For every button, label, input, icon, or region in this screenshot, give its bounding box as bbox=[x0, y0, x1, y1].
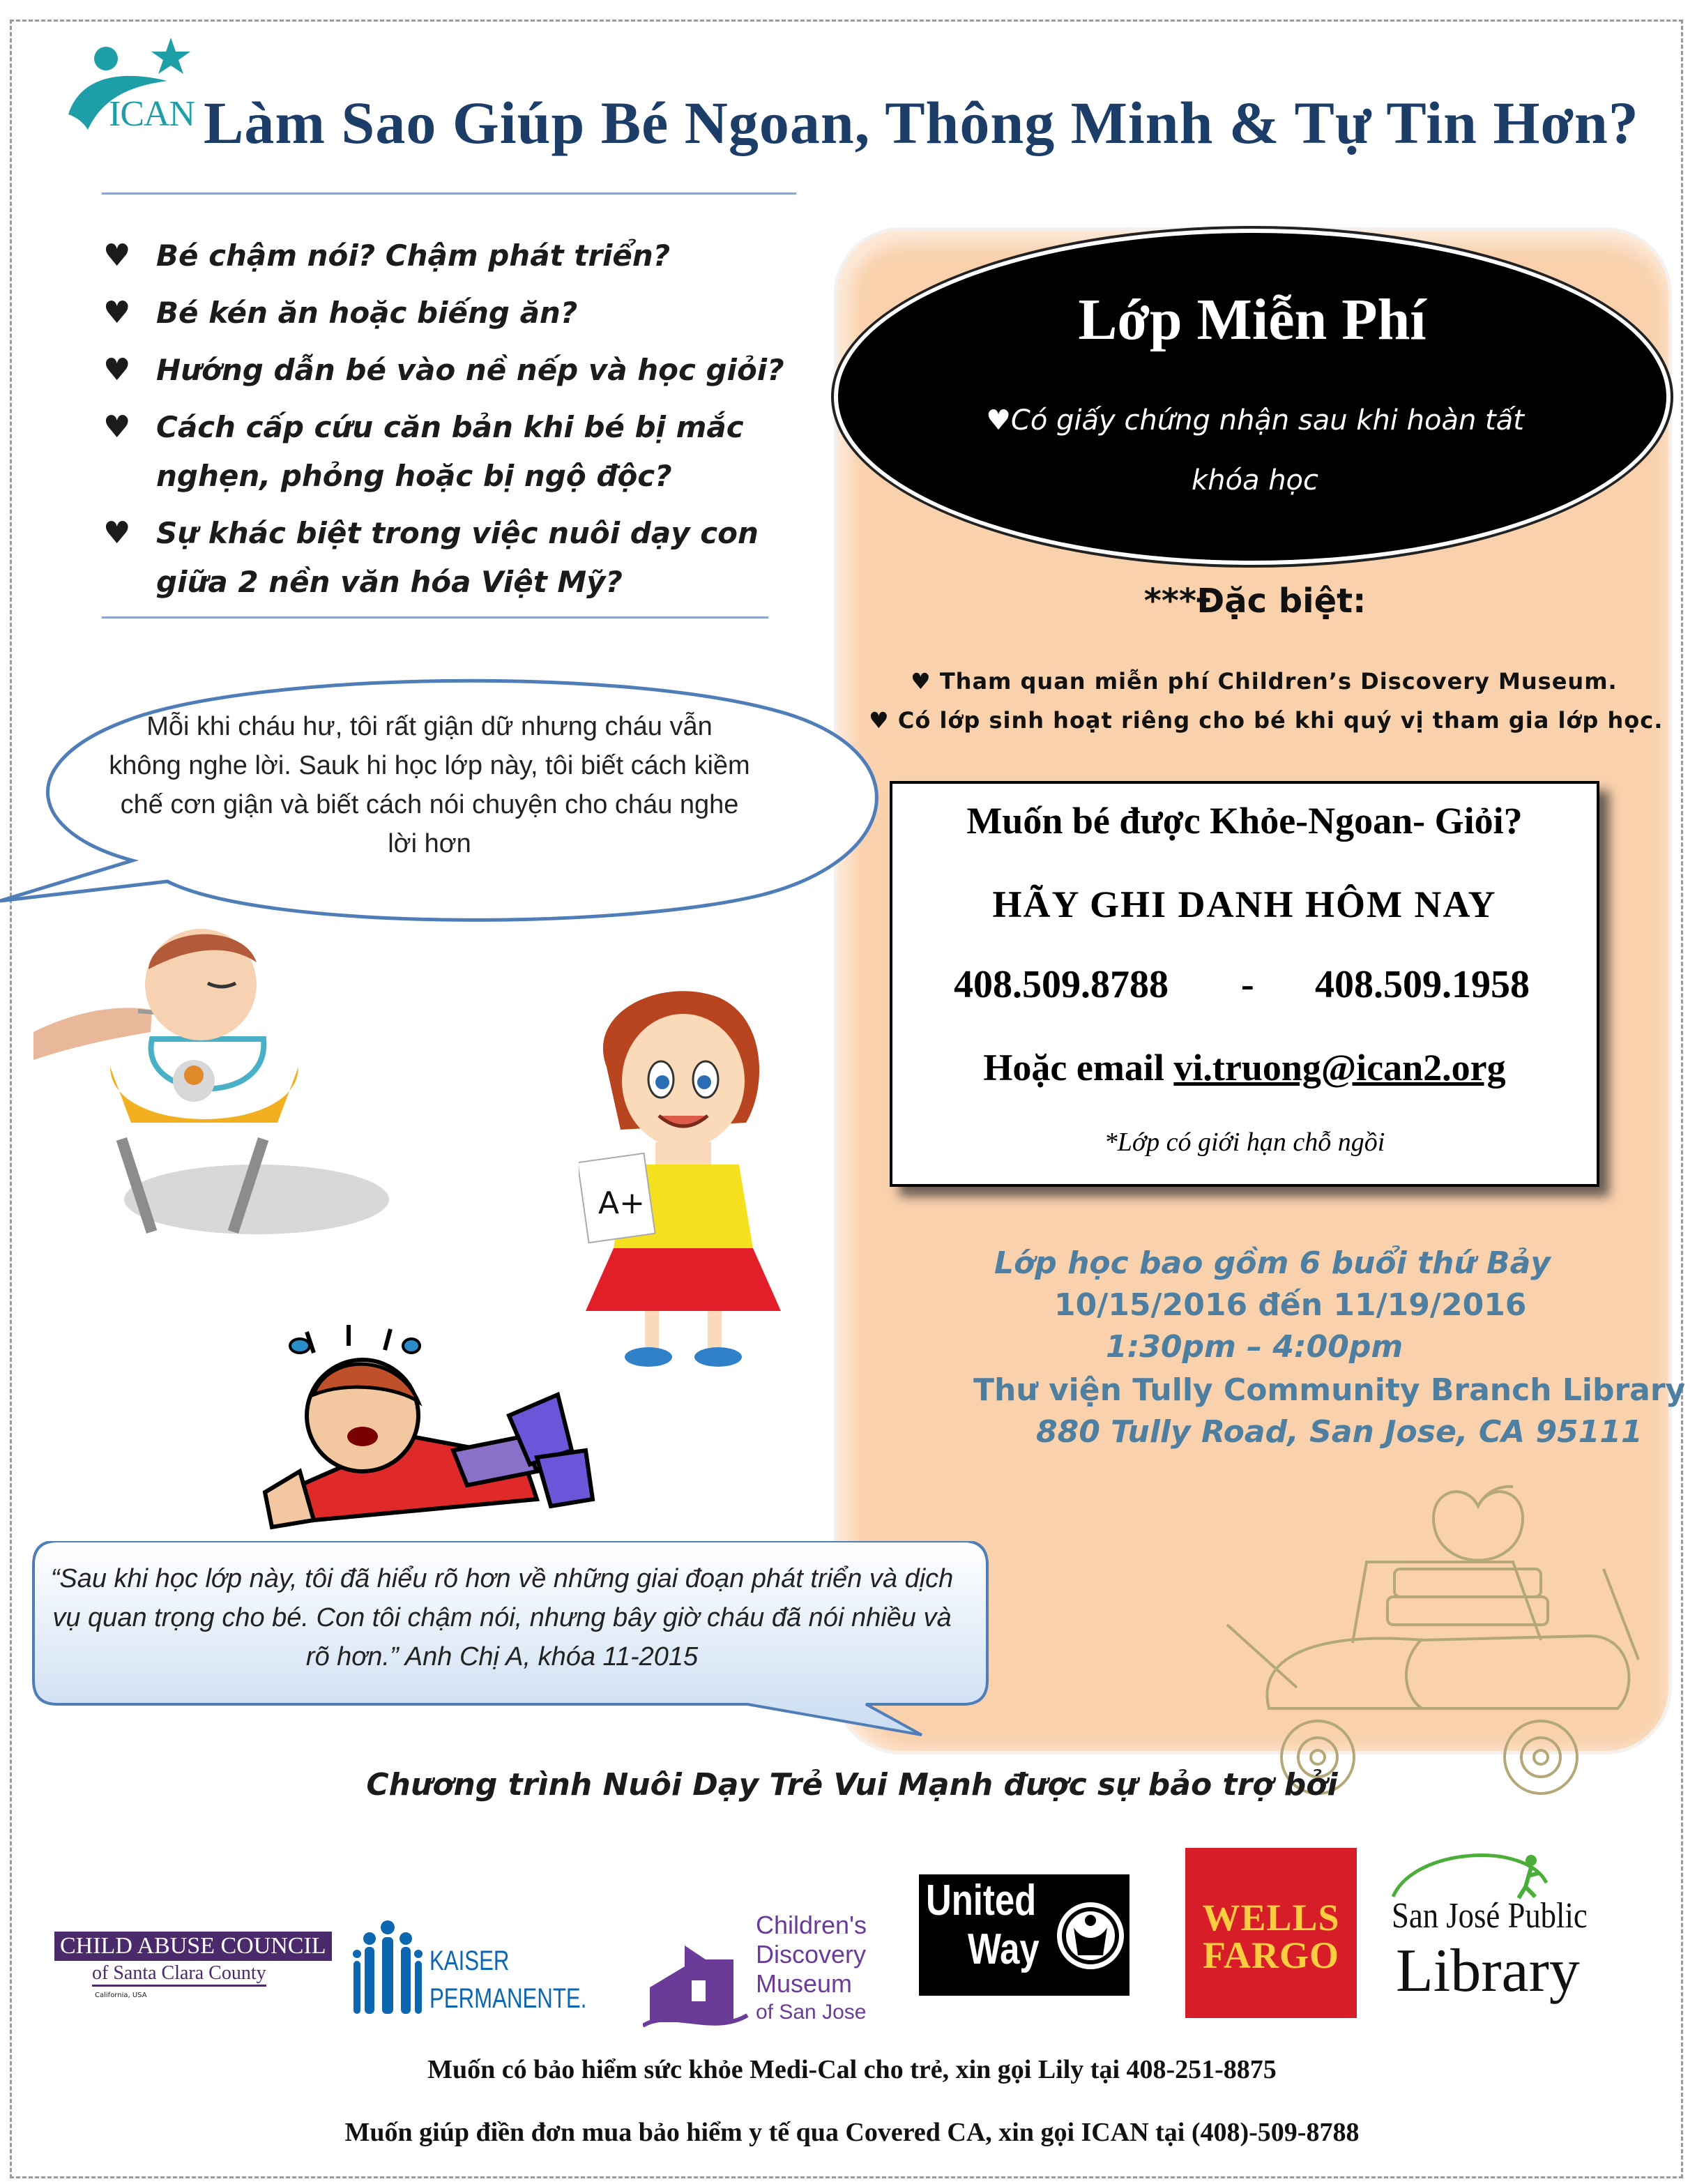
book-car-illustration bbox=[1213, 1478, 1659, 1806]
wells-fargo-name-1: WELLS bbox=[1202, 1897, 1340, 1939]
question-text: Bé chậm nói? Chậm phát triển? bbox=[156, 238, 671, 273]
kaiser-name-1: KAISER bbox=[429, 1946, 510, 1976]
question-text: Sự khác biệt trong việc nuôi dạy con giữa 2 nền văn hóa Việt Mỹ? bbox=[156, 516, 759, 599]
cac-location: California, USA bbox=[95, 1992, 147, 1999]
phone-number-2[interactable]: 408.509.1958 bbox=[1315, 963, 1530, 1006]
heart-icon: ♥ bbox=[103, 352, 131, 388]
kaiser-figures-icon bbox=[353, 1918, 423, 2022]
covered-ca-note: Muốn giúp điền đơn mua bảo hiểm y tế qua Covered CA, xin gọi ICAN tại (408)-509-8788 bbox=[344, 2118, 1360, 2147]
free-class-title: Lớp Miễn Phí bbox=[1078, 287, 1427, 352]
medi-cal-note: Muốn có bảo hiểm sức khỏe Medi-Cal cho trẻ, xin gọi Lily tại 408-251-8875 bbox=[427, 2055, 1277, 2084]
sjpl-name-1: San José Public bbox=[1392, 1896, 1588, 1936]
grade-card-text: A+ bbox=[598, 1185, 645, 1221]
kaiser-permanente-logo bbox=[353, 1918, 587, 2022]
testimonial-2-text: “Sau khi học lớp này, tôi đã hiểu rõ hơn về những giai đoạn phát triển và dịch vụ quan trọng cho bé. Con tôi chậm nói, nhưng bây giờ cháu đã nói nhiều và rõ hơn.” Anh Chị A, khóa 11-2015 bbox=[50, 1564, 954, 1671]
logo-star-icon bbox=[151, 38, 190, 74]
special-item: ♥ Tham quan miễn phí Children’s Discovery Museum. bbox=[911, 668, 1618, 695]
heart-icon: ♥ bbox=[103, 295, 131, 331]
united-way-name-1: United bbox=[926, 1876, 1037, 1925]
question-item bbox=[103, 346, 800, 395]
special-item: ♥ Có lớp sinh hoạt riêng cho bé khi quý vị tham gia lớp học. bbox=[869, 707, 1664, 734]
divider-top bbox=[102, 192, 796, 195]
phone-separator: - bbox=[1241, 963, 1254, 1006]
phone-number-1[interactable]: 408.509.8788 bbox=[954, 963, 1169, 1006]
question-text: Cách cấp cứu căn bản khi bé bị mắc nghẹn, phỏng hoặc bị ngộ độc? bbox=[156, 410, 744, 493]
cdm-name-1: Children's bbox=[756, 1911, 867, 1939]
email-prefix: Hoặc email bbox=[983, 1047, 1174, 1089]
heart-icon: ♥ bbox=[103, 515, 131, 551]
schedule-time: 1:30pm – 4:00pm bbox=[1106, 1329, 1403, 1365]
certificate-note: ♥Có giấy chứng nhận sau khi hoàn tất khóa học bbox=[986, 404, 1524, 496]
cdm-name-2: Discovery bbox=[756, 1940, 867, 1969]
page-title: Làm Sao Giúp Bé Ngoan, Thông Minh & Tự Tin Hơn? bbox=[204, 89, 1639, 156]
sjpl-name-2: Library bbox=[1396, 1937, 1580, 2005]
kaiser-name-2: PERMANENTE. bbox=[429, 1983, 587, 2014]
testimonial-1-text: Mỗi khi cháu hư, tôi rất giận dữ nhưng cháu vẫn không nghe lời. Sauk hi học lớp này, tôi biết cách kiềm chế cơn giận và biết cách nói chuyện cho cháu nghe lời hơn bbox=[109, 712, 750, 858]
heart-icon: ♥ bbox=[103, 238, 131, 273]
united-way-name-2: Way bbox=[968, 1925, 1040, 1973]
register-question: Muốn bé được Khỏe-Ngoan- Giỏi? bbox=[966, 800, 1523, 842]
schedule-address: 880 Tully Road, San Jose, CA 95111 bbox=[1036, 1414, 1643, 1450]
cdm-name-3: Museum bbox=[756, 1969, 853, 1998]
san-jose-public-library-logo bbox=[1386, 1848, 1644, 2022]
ican-logo-text: ICAN bbox=[109, 94, 195, 134]
cac-name: CHILD ABUSE COUNCIL bbox=[54, 1932, 332, 1961]
register-cta: HÃY GHI DANH HÔM NAY bbox=[992, 884, 1497, 925]
tantrum-child-illustration bbox=[258, 1311, 648, 1541]
heart-icon: ♥ bbox=[103, 409, 131, 445]
question-text: Hướng dẫn bé vào nề nếp và học giỏi? bbox=[156, 353, 784, 387]
picky-eater-child-illustration bbox=[33, 927, 396, 1255]
register-box bbox=[890, 781, 1599, 1187]
question-item bbox=[103, 509, 805, 607]
logo-figure-head-icon bbox=[94, 47, 118, 70]
question-text: Bé kén ăn hoặc biếng ăn? bbox=[156, 296, 578, 330]
schedule-library: Thư viện Tully Community Branch Library bbox=[973, 1372, 1686, 1408]
seat-note: *Lớp có giới hạn chỗ ngồi bbox=[1104, 1128, 1385, 1157]
email-link[interactable]: vi.truong@ican2.org bbox=[1173, 1047, 1506, 1089]
question-item bbox=[103, 403, 756, 501]
cac-subtitle: of Santa Clara County bbox=[92, 1962, 266, 1987]
question-list bbox=[103, 232, 800, 615]
united-way-logo bbox=[919, 1874, 1129, 1996]
question-item bbox=[103, 232, 800, 280]
cdm-name-4: of San Jose bbox=[756, 2001, 867, 2024]
schedule-sessions: Lớp học bao gồm 6 buổi thứ Bảy bbox=[994, 1245, 1551, 1281]
email-line bbox=[892, 1046, 1597, 1089]
wells-fargo-logo bbox=[1185, 1848, 1357, 2018]
question-item bbox=[103, 289, 800, 338]
divider-bottom bbox=[102, 616, 768, 619]
schedule-dates: 10/15/2016 đến 11/19/2016 bbox=[1054, 1287, 1527, 1323]
wells-fargo-name-2: FARGO bbox=[1203, 1934, 1339, 1976]
childrens-discovery-museum-logo bbox=[643, 1911, 873, 2029]
special-heading: ***Đặc biệt: bbox=[1143, 582, 1367, 621]
museum-building-icon bbox=[643, 1939, 761, 2029]
child-abuse-council-logo bbox=[54, 1932, 326, 2008]
united-way-hand-icon bbox=[1054, 1899, 1127, 1972]
sponsor-line: Chương trình Nuôi Dạy Trẻ Vui Mạnh được sự bảo trợ bởi bbox=[366, 1767, 1338, 1803]
